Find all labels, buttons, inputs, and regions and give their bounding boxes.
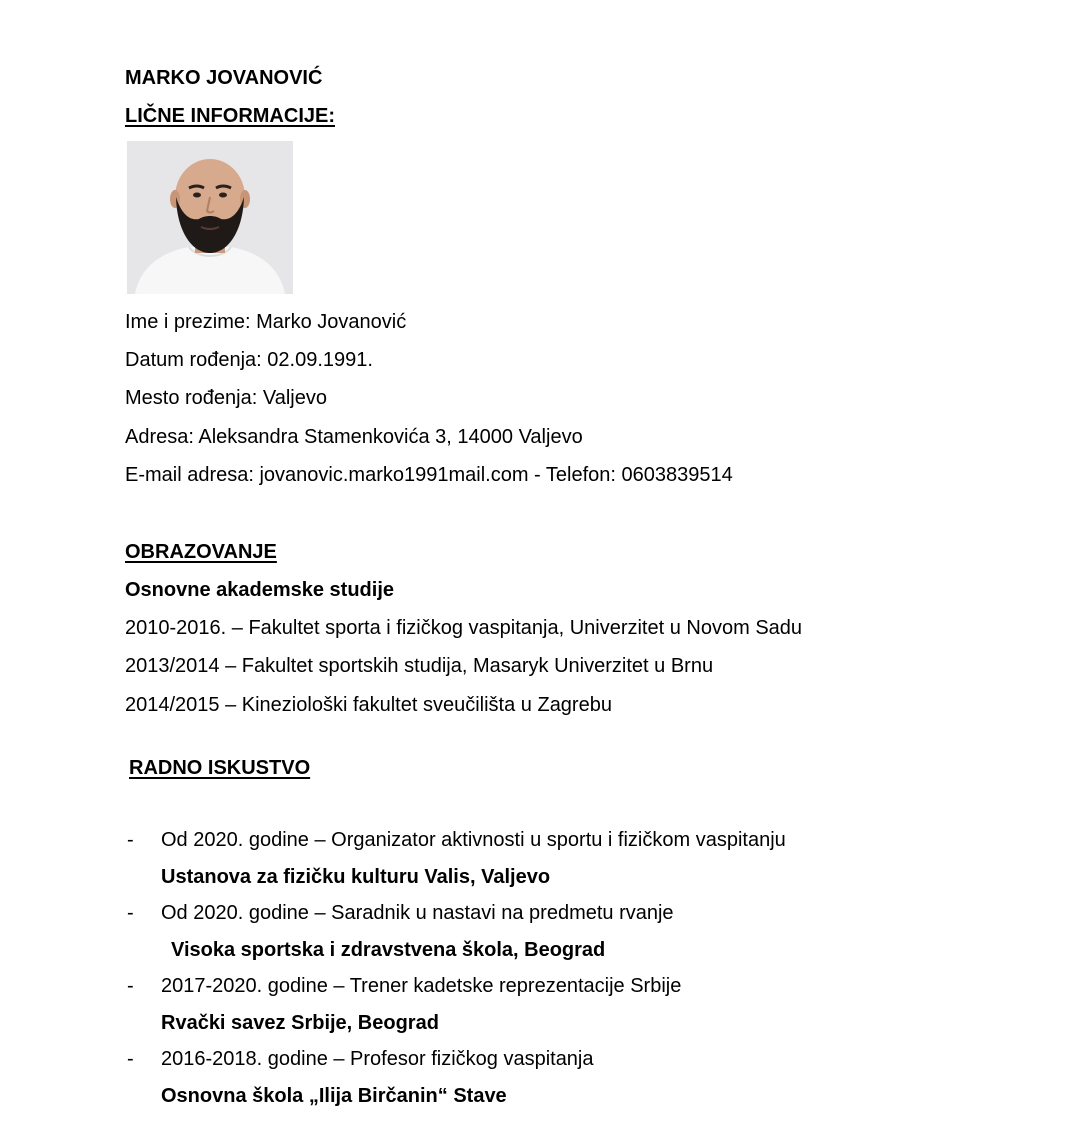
personal-birthdate-line: Datum rođenja: 02.09.1991. [125,349,373,371]
personal-address-line: Adresa: Aleksandra Stamenkovića 3, 14000 Valjevo [125,426,583,448]
experience-heading: RADNO ISKUSTVO [129,757,311,779]
list-bullet: - [127,829,134,851]
education-heading: OBRAZOVANJE [125,541,277,563]
experience-role: 2017-2020. godine – Trener kadetske reprezentacije Srbije [161,975,682,997]
list-bullet: - [127,1048,134,1070]
education-line: 2013/2014 – Fakultet sportskih studija, Masaryk Univerzitet u Brnu [125,655,714,677]
experience-employer: Ustanova za fizičku kulturu Valis, Valjevo [161,866,551,888]
list-bullet: - [127,975,134,997]
personal-contact-line: E-mail adresa: jovanovic.marko1991mail.com - Telefon: 0603839514 [125,464,733,486]
experience-role: 2016-2018. godine – Profesor fizičkog vaspitanja [161,1048,594,1070]
name-heading: MARKO JOVANOVIĆ [125,67,323,89]
education-subheading: Osnovne akademske studije [125,579,395,601]
experience-employer: Visoka sportska i zdravstvena škola, Beograd [171,939,606,961]
list-bullet: - [127,902,134,924]
education-line: 2010-2016. – Fakultet sporta i fizičkog vaspitanja, Univerzitet u Novom Sadu [125,617,803,639]
personal-info-heading: LIČNE INFORMACIJE: [125,105,335,127]
experience-role: Od 2020. godine – Organizator aktivnosti u sportu i fizičkom vaspitanju [161,829,786,851]
experience-employer: Rvački savez Srbije, Beograd [161,1012,439,1034]
personal-name-line: Ime i prezime: Marko Jovanović [125,311,407,333]
education-line: 2014/2015 – Kineziološki fakultet sveučilišta u Zagrebu [125,694,612,716]
experience-role: Od 2020. godine – Saradnik u nastavi na predmetu rvanje [161,902,674,924]
experience-employer: Osnovna škola „Ilija Birčanin“ Stave [161,1085,507,1107]
profile-photo [127,141,293,294]
personal-birthplace-line: Mesto rođenja: Valjevo [125,387,327,409]
